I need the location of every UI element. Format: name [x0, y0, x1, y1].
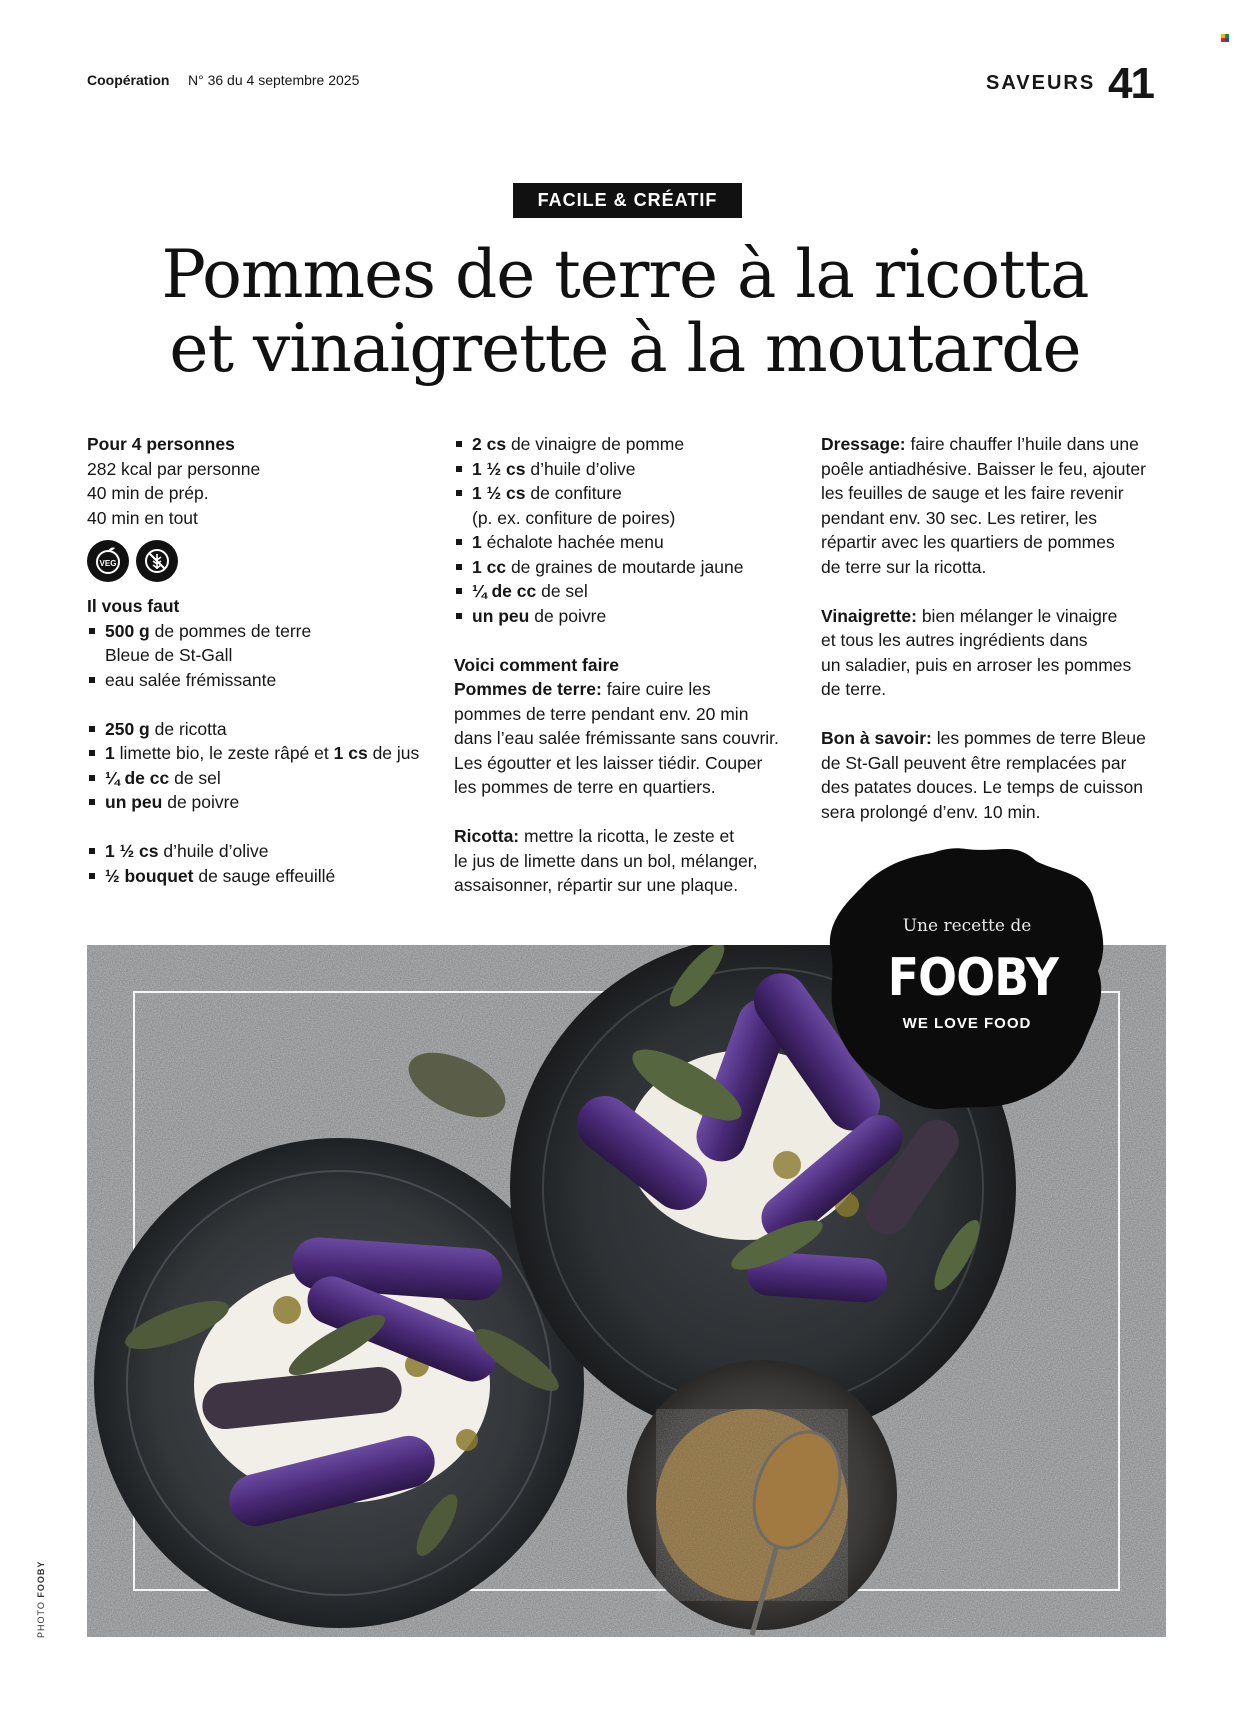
list-item: 1 ½ cs d’huile d’olive [454, 457, 809, 482]
ingredient-list-potatoes [87, 619, 427, 693]
step-ricotta: Ricotta: mettre la ricotta, le zeste et le jus de limette dans un bol, mélanger, assaisonner, répartir sur une plaque. [454, 826, 758, 895]
step-vinaigrette: Vinaigrette: bien mélanger le vinaigre et tous les autres ingrédients dans un saladier, puis en arroser les pommes de terre. [821, 605, 1132, 699]
ingredients-heading: Il vous faut [87, 596, 180, 616]
column-3 [821, 432, 1166, 824]
ingredient-list-sage [87, 839, 427, 888]
kcal: 282 kcal par personne [87, 458, 261, 479]
list-item: 1 cc de graines de moutarde jaune [454, 555, 809, 580]
category-tag: FACILE & CRÉATIF [513, 183, 742, 218]
column-2 [454, 432, 809, 898]
list-item: 1 ½ cs de confiture (p. ex. confiture de poires) [454, 481, 809, 530]
ingredient-list-ricotta [87, 717, 427, 815]
list-item: 1 échalote hachée menu [454, 530, 809, 555]
step-dressage: Dressage: faire chauffer l’huile dans une poêle antiadhésive. Baisser le feu, ajouter les feuilles de sauge et les faire revenir pendant env. 30 sec. Les retirer, les répartir avec les quartiers de pommes de terre sur la ricotta. [821, 434, 1146, 577]
photo-credit: PHOTO FOOBY [36, 1560, 46, 1638]
column-1 [87, 432, 427, 888]
servings: Pour 4 personnes [87, 434, 235, 454]
list-item: ½ bouquet de sauge effeuillé [87, 864, 427, 889]
section-title: SAVEURS [986, 72, 1096, 94]
list-item: un peu de poivre [454, 604, 809, 629]
diet-badges [87, 540, 427, 582]
page-number: 41 [1108, 59, 1153, 108]
print-color-mark-icon [1221, 34, 1229, 42]
veg-badge-label: VEG [99, 559, 117, 568]
issue-info: N° 36 du 4 septembre 2025 [188, 72, 360, 88]
veg-icon [87, 540, 129, 582]
method-heading: Voici comment faire [454, 654, 620, 675]
ingredient-list-vinaigrette [454, 432, 809, 628]
list-item: 2 cs de vinaigre de pomme [454, 432, 809, 457]
total-time: 40 min en tout [87, 507, 198, 528]
recipe-title [120, 238, 1130, 386]
title-line-1: Pommes de terre à la ricotta [161, 236, 1089, 313]
tip: Bon à savoir: les pommes de terre Bleue de St-Gall peuvent être remplacées par des patates douces. Le temps de cuisson sera prolongé d’env. 10 min. [821, 728, 1146, 822]
prep-time: 40 min de prép. [87, 483, 209, 503]
fooby-name: FOOBY [887, 948, 1058, 1008]
list-item: 250 g de ricotta [87, 717, 427, 742]
list-item: 1 limette bio, le zeste râpé et 1 cs de jus [87, 741, 427, 766]
list-item: un peu de poivre [87, 790, 427, 815]
title-line-2: et vinaigrette à la moutarde [169, 310, 1081, 387]
fooby-intro: Une recette de [902, 916, 1032, 936]
publication-name: Coopération [87, 72, 170, 88]
list-item: 1 ½ cs d’huile d’olive [87, 839, 427, 864]
list-item: ¼ de cc de sel [454, 579, 809, 604]
list-item: ¼ de cc de sel [87, 766, 427, 791]
list-item: eau salée frémissante [87, 668, 427, 693]
list-item: 500 g de pommes de terre Bleue de St-Gall [87, 619, 427, 668]
fooby-tagline: WE LOVE FOOD [902, 1015, 1032, 1032]
step-potatoes: Pommes de terre: faire cuire les pommes de terre pendant env. 20 min dans l’eau salée frémissante sans couvrir. Les égoutter et les laisser tiédir. Couper les pommes de terre en quartiers. [454, 679, 779, 797]
gluten-free-icon [136, 540, 178, 582]
